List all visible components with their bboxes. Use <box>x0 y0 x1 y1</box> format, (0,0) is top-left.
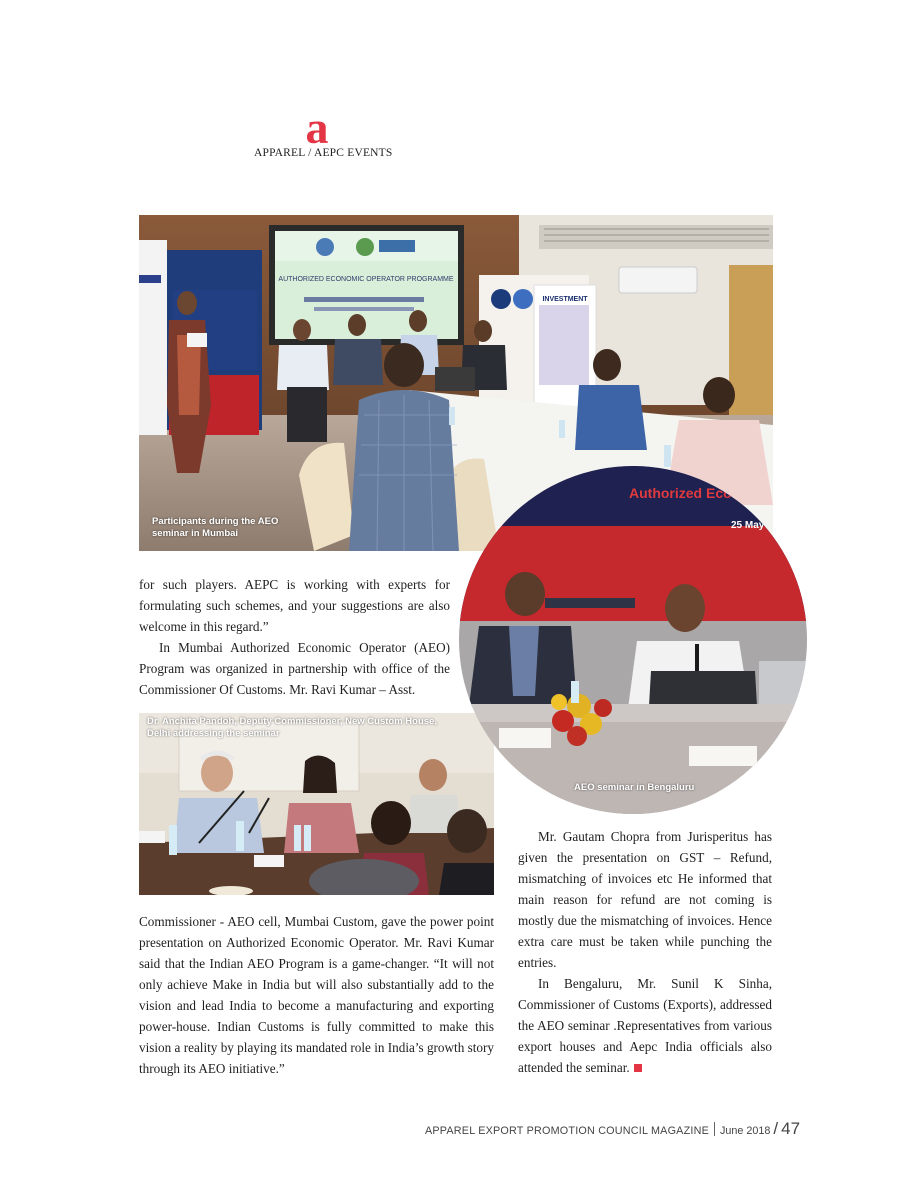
article-paragraph-2: Commissioner - AEO cell, Mumbai Custom, gave the power point presentation on Authorized Economic Operator. Mr. Ravi Kumar said that the Indian AEO Program is a game-changer. “It will not only achieve Make in India but will also substantially add to the vision and lead India to become a manufacturing and exporting power-house. Indian Customs is fully committed to make this vision a reality by playing its mandated role in India’s growth story through its AEO initiative.” <box>139 914 494 1076</box>
footer-date: June 2018 <box>719 1125 771 1137</box>
paragraph-text: for such players. AEPC is working with experts for formulating such schemes, and your suggestions are also welcome in this regard.” <box>139 577 450 634</box>
magazine-logo-icon <box>299 105 335 151</box>
paragraph-text: In Mumbai Authorized Economic Operator (AEO) Program was organized in partnership with office of the Commissioner Of Customs. Mr. Ravi Kumar – Asst. <box>139 640 450 697</box>
paragraph-text: Mr. Gautam Chopra from Jurisperitus has given the presentation on GST – Refund, mismatching of invoices etc He informed that main reason for refund are not coming is mostly due the mismatching of invoices. Hence extra care must be taken while punching the entries. <box>518 829 772 970</box>
delhi-photo-illustration <box>139 713 494 895</box>
mumbai-photo-caption: Participants during the AEO seminar in Mumbai <box>152 516 279 539</box>
bengaluru-seminar-photo <box>459 466 807 814</box>
section-label: APPAREL / AEPC EVENTS <box>254 147 393 159</box>
bengaluru-photo-caption: AEO seminar in Bengaluru <box>574 782 695 793</box>
footer-slash: / <box>773 1119 779 1138</box>
footer-publication: APPAREL EXPORT PROMOTION COUNCIL MAGAZINE <box>425 1125 709 1137</box>
banner-text: Authorized Eco <box>629 485 732 501</box>
bengaluru-photo-illustration <box>459 466 807 814</box>
footer-divider <box>714 1122 715 1136</box>
banner-date: 25 May <box>731 520 765 531</box>
standee-text: INVESTMENT <box>542 296 588 303</box>
delhi-photo-caption: Dr. Anchita Pandoh, Deputy Commissioner, New Custom House, Delhi addressing the seminar <box>147 716 437 739</box>
screen-text: AUTHORIZED ECONOMIC OPERATOR PROGRAMME <box>278 276 454 283</box>
page-footer <box>425 1119 801 1143</box>
article-paragraph-1 <box>139 574 450 700</box>
logo-letter: a <box>305 105 329 151</box>
page-number: 47 <box>781 1119 801 1138</box>
delhi-seminar-photo <box>139 713 494 895</box>
article-end-mark <box>634 1064 642 1072</box>
article-paragraph-3 <box>518 826 772 1078</box>
paragraph-text: In Bengaluru, Mr. Sunil K Sinha, Commissioner of Customs (Exports), addressed the AEO seminar .Representatives from various export houses and Aepc India officials also attended the seminar. <box>518 976 772 1075</box>
